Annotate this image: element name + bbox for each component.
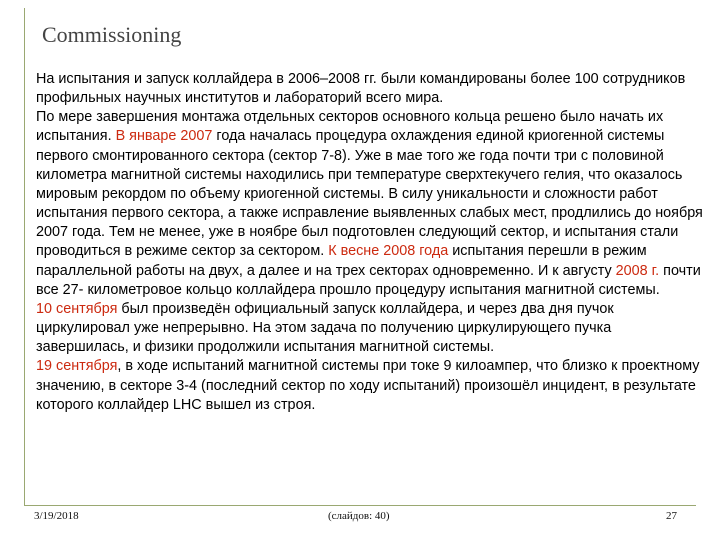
highlighted-text: 10 сентября <box>36 300 118 317</box>
slide-body-text <box>36 70 704 415</box>
paragraph-text: был произведён официальный запуск коллайдера, и через два дня пучок циркулировал уже непрерывно. На этом задача по получению циркулирующего пучка завершилась, и физики продолжили испытания магнитной системы. <box>36 300 614 356</box>
paragraph-text: , в ходе испытаний магнитной системы при токе 9 килоампер, что близко к проектному значению, в секторе 3-4 (последний сектор по ходу испытаний) произошёл инцидент, в результате которого коллайдер LHC вышел из строя. <box>36 358 700 413</box>
body-paragraph <box>36 300 704 357</box>
body-paragraph <box>36 108 704 300</box>
slide-title: Commissioning <box>42 22 182 47</box>
highlighted-text: К весне 2008 года <box>328 243 449 260</box>
highlighted-text: 2008 г. <box>615 262 660 279</box>
paragraph-text: почти все 27- километровое кольцо коллайдера прошло процедуру испытания магнитной системы. <box>36 262 701 298</box>
paragraph-text: По мере завершения монтажа отдельных секторов основного кольца решено было начать их испытания. <box>36 109 664 145</box>
frame-left-line <box>24 8 25 505</box>
highlighted-text: 19 сентября <box>36 358 118 375</box>
paragraph-text: года началась процедура охлаждения единой криогенной системы первого смонтированного сектора (сектор 7-8). Уже в мае того же года почти три с половиной километра магнитной системы находились при температуре сверхтекучего гелия, что оказалось мировым рекордом по объему криогенной системы. В силу уникальности и сложности работ испытания первого сектора, а также исправление выявленных слабых мест, продлились до ноября 2007 года. Тем не менее, уже в ноябре был подготовлен следующий сектор, и испытания стали проводиться в режиме сектор за сектором. <box>36 128 703 260</box>
paragraph-text: На испытания и запуск коллайдера в 2006–2008 гг. были командированы более 100 сотрудников профильных научных институтов и лабораторий всего мира. <box>36 71 686 107</box>
body-paragraph <box>36 357 704 414</box>
paragraph-text: испытания перешли в режим параллельной работы на двух, а далее и на трех секторах одновременно. И к августу <box>36 243 647 279</box>
highlighted-text: В январе 2007 <box>115 128 213 145</box>
body-paragraph <box>36 70 704 108</box>
footer-page-number: 27 <box>666 510 677 522</box>
footer-date: 3/19/2018 <box>34 510 79 522</box>
frame-bottom-line <box>24 505 696 506</box>
footer-slide-count: (слайдов: 40) <box>328 510 390 522</box>
